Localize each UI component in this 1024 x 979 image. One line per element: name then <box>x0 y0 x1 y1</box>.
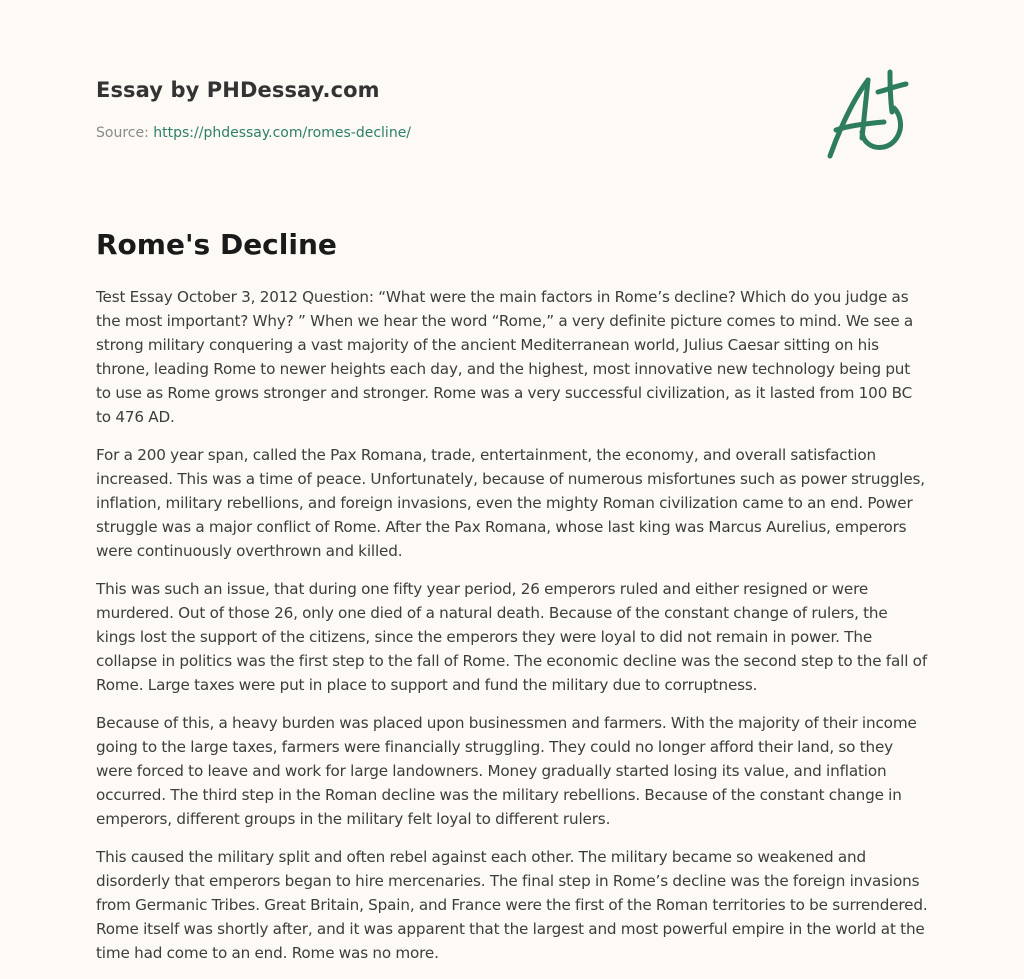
source-link[interactable]: https://phdessay.com/romes-decline/ <box>153 125 412 141</box>
essay-body <box>96 285 928 979</box>
essay-title: Rome's Decline <box>96 228 337 261</box>
essay-paragraph: Test Essay October 3, 2012 Question: “What were the main factors in Rome’s decline? Which do you judge as the most important? Why? ” When we hear the word “Rome,” a very definite picture comes to mind. We see a strong military conquering a vast majority of the ancient Mediterranean world, Julius Caesar sitting on his throne, leading Rome to newer heights each day, and the highest, most innovative new technology being put to use as Rome grows stronger and stronger. Rome was a very successful civilization, as it lasted from 100 BC to 476 AD. <box>96 288 914 426</box>
site-title: Essay by PHDessay.com <box>96 78 380 102</box>
source-label: Source: <box>96 125 154 141</box>
essay-page <box>96 0 928 962</box>
page-header <box>96 0 928 200</box>
source-line <box>96 123 411 143</box>
essay-paragraph: Because of this, a heavy burden was placed upon businessmen and farmers. With the majority of their income going to the large taxes, farmers were financially struggling. They could no longer afford their land, so they were forced to leave and work for large landowners. Money gradually started losing its value, and inflation occurred. The third step in the Roman decline was the military rebellions. Because of the constant change in emperors, different groups in the military felt loyal to different rulers. <box>96 714 917 828</box>
essay-paragraph: For a 200 year span, called the Pax Romana, trade, entertainment, the economy, and overall satisfaction increased. This was a time of peace. Unfortunately, because of numerous misfortunes such as power struggles, inflation, military rebellions, and foreign invasions, even the mighty Roman civilization came to an end. Power struggle was a major conflict of Rome. After the Pax Romana, whose last king was Marcus Aurelius, emperors were continuously overthrown and killed. <box>96 446 925 560</box>
essay-paragraph: This was such an issue, that during one fifty year period, 26 emperors ruled and either resigned or were murdered. Out of those 26, only one died of a natural death. Because of the constant change of rulers, the kings lost the support of the citizens, since the emperors they were loyal to did not remain in power. The collapse in politics was the first step to the fall of Rome. The economic decline was the second step to the fall of Rome. Large taxes were put in place to support and fund the military due to corruptness. <box>96 580 928 694</box>
a-plus-grade-icon <box>822 68 928 164</box>
essay-paragraph: This caused the military split and often rebel against each other. The military became so weakened and disorderly that emperors began to hire mercenaries. The final step in Rome’s decline was the foreign invasions from Germanic Tribes. Great Britain, Spain, and France were the first of the Roman territories to be surrendered. Rome itself was shortly after, and it was apparent that the largest and most powerful empire in the world at the time had come to an end. Rome was no more. <box>96 848 928 962</box>
